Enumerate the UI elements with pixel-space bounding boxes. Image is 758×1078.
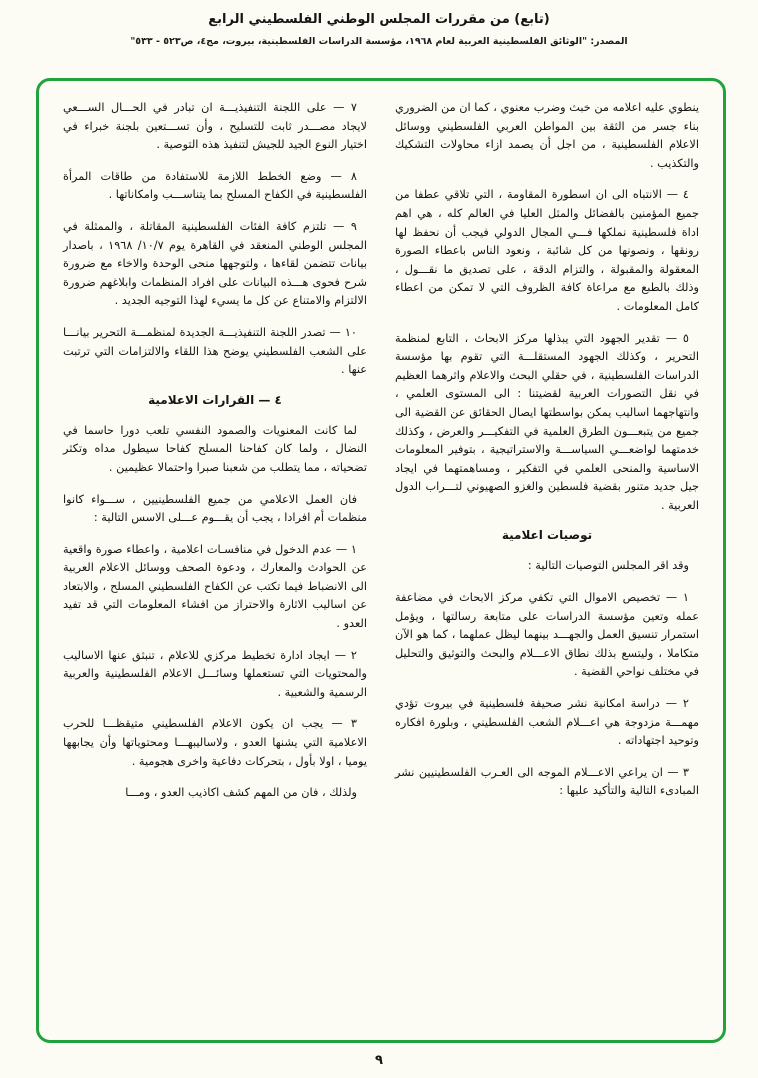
heading-media-recommendations: توصيات اعلامية — [501, 528, 593, 543]
paragraph: ٢ — ايجاد ادارة تخطيط مركزي للاعلام ، تنبثق عنها الاساليب والمحتويات التي تستعملها وسائـــل الاعلام الفلسطينية والعربية الرسمية والشعبية . — [63, 648, 367, 699]
paragraph: ٤ — الانتباه الى ان اسطورة المقاومة ، التي تلاقي عطفا من جميع المؤمنين بالفضائل والمثل العليا في العالم كله ، هي اهم اداة فلسطينية نملكها فـــي المجال الدولي فيجب أن نحفظ لها رونقها ، ونصونها من كل شائبة ، ونعود الناس باعطاء الصورة المعقولة والمقبولة ، والتزام الدقة ، على تصديق ما نقـــول ، وذلك بالطبع مع مراعاة كافة الظروف التي لا تمكن من اعطاء كامل المعلومات . — [395, 188, 699, 313]
paragraph: ١٠ — تصدر اللجنة التنفيذيـــة الجديدة لمنظمـــة التحرير بيانـــا على الشعب الفلسطيني يوضح هذا اللقاء والالتزامات التي ترتبت عنها . — [63, 325, 367, 377]
paragraph: ٨ — وضع الخطط اللازمة للاستفادة من طاقات المرأة الفلسطينية في الكفاح المسلح بما يتناســـب وامكاناتها . — [63, 169, 367, 202]
paragraph: ٧ — على اللجنة التنفيذيـــة ان تبادر في الحـــال الســـعي لايجاد مصـــدر ثابت للتسليح ، وأن تســـتعين بلجنة خبراء في اختيار النوع الجيد للجيش لتنفيذ هذه التوصية . — [63, 101, 367, 152]
paragraph: ولذلك ، فان من المهم كشف اكاذيب العدو ، ومـــا — [125, 786, 357, 800]
paragraph: لما كانت المعنويات والصمود النفسي تلعب دورا حاسما في النضال ، ولما كان كفاحنا المسلح كفاحا سيطول مداه وتكثر تضحياته ، مما يتطلب من شعبنا صبرا واحتمالا عظيمين . — [63, 423, 367, 474]
paragraph: ١ — تخصيص الاموال التي تكفي مركز الابحاث في مضاعفة عمله وتعين مؤسسة الدراسات على متابعة رسالتها ، ويؤمل استمرار تنسيق العمل والجهـــد بينهما ليظل عملهما ، كما هو الآن متكاملا ، وليتسع بذلك نطاق الاعـــلام والبحث والتوثيق والتحليل في مختلف نواحي القضية . — [395, 591, 699, 679]
two-column-layout — [63, 99, 699, 1022]
paragraph: ٣ — يجب ان يكون الاعلام الفلسطيني متيقظـــا للحرب الاعلامية التي يشنها العدو ، ولاساليبهـــا ومحتوياتها وأن يجابهها يوميا ، اولا بأول ، بتحركات دفاعية واخرى هجومية . — [63, 717, 367, 768]
left-column — [63, 99, 367, 1022]
heading-media-decisions: ٤ — القرارات الاعلامية — [148, 392, 282, 407]
content-frame — [36, 78, 726, 1043]
page-title: (تابع) من مقررات المجلس الوطني الفلسطيني الرابع — [208, 12, 550, 27]
paragraph: ٩ — تلتزم كافة الفئات الفلسطينية المقاتلة ، والممثلة في المجلس الوطني المنعقد في القاهرة يوم ١٠/٧/ ١٩٦٨ ، باصدار بيانات تتضمن لقاءها ، ولتوجهها منحى الوحدة والاخاء مع ضرورة شرح فحوى هـــذه البيانات على افراد المنظمات وابلاغهم ضرورة الالتزام والامتناع عن كل ما يسيء لهذا التوجيه الجديد . — [63, 219, 368, 308]
paragraph: وقد اقر المجلس التوصيات التالية : — [527, 559, 689, 573]
paragraph: ينطوي عليه اعلامه من خبث وضرب معنوي ، كما ان من الضروري بناء جسر من الثقة بين المواطن العربي الفلسطيني ووسائل الاعلام الفلسطينية ، من اجل أن يصمد ازاء محاولات التشكيك والتكذيب . — [395, 101, 699, 170]
document-header — [0, 12, 758, 47]
paragraph: ١ — عدم الدخول في منافسـات اعلامية ، واعطاء صورة واقعية عن الحوادث والمعارك ، ودعوة الصحف ووسائل الاعلام العربية الى الانضباط فيما تكتب عن الكفاح الفلسطيني المسلح ، والابتعاد عن اساليب الاثارة والاحتراز من افشاء المعلومات التي قد تفيد العدو . — [63, 542, 367, 631]
page-number: ٩ — [375, 1053, 383, 1068]
paragraph: ٣ — ان يراعي الاعـــلام الموجه الى العـرب الفلسطينيين نشر المبادىء التالية والتأكيد عليها : — [395, 765, 699, 798]
paragraph: فان العمل الاعلامي من جميع الفلسطينيين ، ســـواء كانوا منظمات أم افرادا ، يجب أن يقـــوم عـــلى الاسس التالية : — [63, 492, 367, 525]
paragraph: ٥ — تقدير الجهود التي يبذلها مركز الابحاث ، التابع لمنظمة التحرير ، وكذلك الجهود المستقلـــة التي تقوم بها مؤسسة الدراسات الفلسطينية ، في حقلي البحث والاعلام واثرهما العظيم في نقل التصورات العربية لقضيتنا : الى المستوى العلمي ، وانتهاجهما اساليب يمكن بواسطتها ايصال الحقائق عن القضية الى جميع من يتبعـــون الطرق العلمية في التفكيـــر والعرض ، وكذلك خدمتهما لواضعـــي السياســـة والاستراتيجية ، بتوفير المعلومات الاساسية والمنحى العلمي في التفكير ، ومساهمتهما في ايجاد جيل جديد متنور بقضية فلسطين والغزو الصهيوني لتـــراب الدول العربية . — [395, 331, 699, 512]
right-column — [395, 99, 699, 1022]
paragraph: ٢ — دراسة امكانية نشر صحيفة فلسطينية في بيروت تؤدي مهمـــة مزدوجة هي اعـــلام الشعب الفلسطيني ، وبلورة افكاره وتوحيد اجتهاداته . — [395, 697, 699, 748]
source-line: المصدر: "الوثائق الفلسطينية العربية لعام ١٩٦٨، مؤسسة الدراسات الفلسطينية، بيروت، مج٤، ص٥٢٣ - ٥٣٣" — [130, 36, 628, 47]
